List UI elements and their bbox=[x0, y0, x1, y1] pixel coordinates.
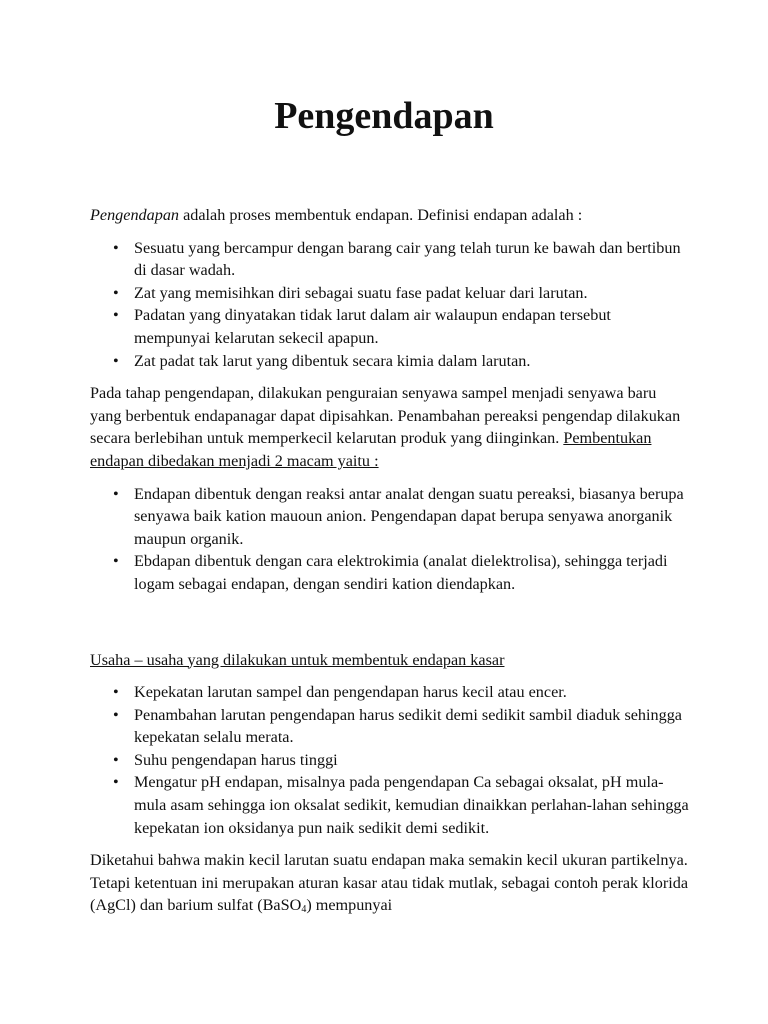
list-item: • Penambahan larutan pengendapan harus sedikit demi sedikit sambil diaduk sehingga kepekatan selalu merata. bbox=[134, 704, 690, 749]
document-body bbox=[90, 204, 690, 917]
list-item: • Padatan yang dinyatakan tidak larut dalam air walaupun endapan tersebut mempunyai kelarutan sekecil apapun. bbox=[134, 304, 690, 349]
closing-text-end: ) mempunyai bbox=[306, 896, 393, 915]
closing-text: Diketahui bahwa makin kecil larutan suatu endapan maka semakin kecil ukuran partikelnya. Tetapi ketentuan ini merupakan aturan kasar atau tidak mutlak, sebagai contoh perak klorida (AgCl) dan barium sulfat (BaSO bbox=[90, 851, 689, 915]
intro-term: Pengendapan bbox=[90, 206, 180, 224]
list-item: • Endapan dibentuk dengan reaksi antar analat dengan suatu pereaksi, biasanya berupa senyawa baik kation mauoun anion. Pengendapan dapat berupa senyawa anorganik maupun organik. bbox=[134, 483, 690, 551]
efforts-list bbox=[90, 681, 690, 839]
list-item: • Kepekatan larutan sampel dan pengendapan harus kecil atau encer. bbox=[134, 681, 690, 704]
formation-subheading: Pembentukan endapan dibedakan menjadi 2 macam yaitu : bbox=[90, 429, 652, 470]
closing-paragraph bbox=[90, 849, 690, 917]
list-item: • Zat yang memisihkan diri sebagai suatu fase padat keluar dari larutan. bbox=[134, 282, 690, 305]
list-item: • Mengatur pH endapan, misalnya pada pengendapan Ca sebagai oksalat, pH mula-mula asam sehingga ion oksalat sedikit, kemudian dinaikkan perlahan-lahan sehingga kepekatan ion oksidanya pun naik sedikit demi sedikit. bbox=[134, 771, 690, 839]
list-item: • Suhu pengendapan harus tinggi bbox=[134, 749, 690, 772]
definition-list bbox=[90, 237, 690, 373]
process-text: Pada tahap pengendapan, dilakukan penguraian senyawa sampel menjadi senyawa baru yang berbentuk endapanagar dapat dipisahkan. Penambahan pereaksi pengendap dilakukan secara berlebihan untuk memperkecil kelarutan produk yang diinginkan. bbox=[90, 384, 681, 448]
intro-paragraph bbox=[90, 204, 690, 227]
process-paragraph bbox=[90, 382, 690, 472]
formation-list bbox=[90, 483, 690, 596]
section-heading: Usaha – usaha yang dilakukan untuk membentuk endapan kasar bbox=[90, 650, 505, 669]
document-title: Pengendapan bbox=[274, 95, 494, 137]
list-item: • Sesuatu yang bercampur dengan barang cair yang telah turun ke bawah dan bertibun di dasar wadah. bbox=[134, 237, 690, 282]
intro-text: adalah proses membentuk endapan. Definisi endapan adalah : bbox=[179, 206, 583, 224]
list-item: • Zat padat tak larut yang dibentuk secara kimia dalam larutan. bbox=[134, 350, 690, 373]
subscript-four: 4 bbox=[301, 904, 307, 916]
list-item: • Ebdapan dibentuk dengan cara elektrokimia (analat dielektrolisa), sehingga terjadi logam sebagai endapan, dengan sendiri kation diendapkan. bbox=[134, 550, 690, 595]
